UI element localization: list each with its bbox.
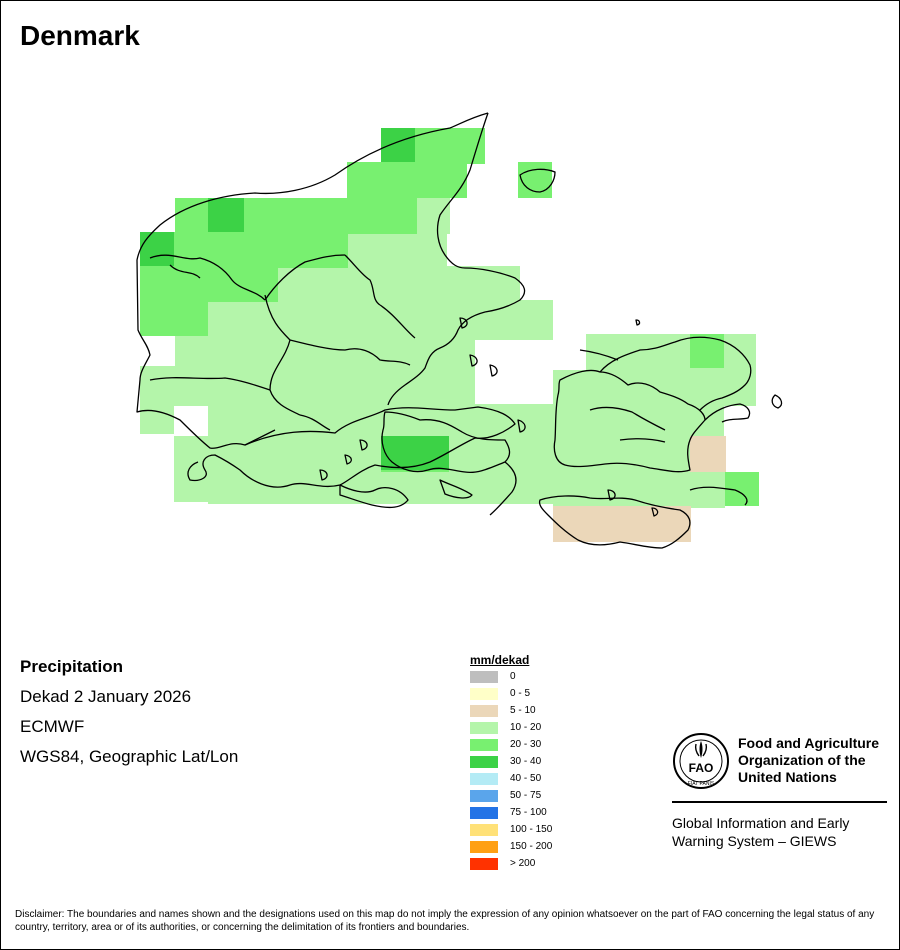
legend-label: 10 - 20 — [510, 722, 542, 733]
fao-name — [738, 735, 879, 786]
legend-item — [470, 789, 590, 803]
fao-logo-text: FAO — [688, 761, 714, 775]
legend-swatch — [470, 671, 498, 683]
legend-item — [470, 840, 590, 854]
legend-label: 20 - 30 — [510, 739, 542, 750]
legend-label: 40 - 50 — [510, 773, 542, 784]
legend-title: mm/dekad — [470, 653, 530, 667]
giews-name — [672, 814, 849, 850]
branding-divider — [672, 801, 887, 803]
legend-label: 0 - 5 — [510, 688, 531, 699]
fao-name-line2: Organization of the — [738, 752, 866, 768]
legend-item — [470, 806, 590, 820]
legend-swatch — [470, 807, 498, 819]
legend-item — [470, 670, 590, 684]
giews-line1: Global Information and Early — [672, 815, 850, 831]
legend-swatch — [470, 773, 498, 785]
legend-label: 5 - 10 — [510, 705, 536, 716]
legend-label: > 200 — [510, 858, 536, 869]
legend-swatch — [470, 705, 498, 717]
legend-label: 50 - 75 — [510, 790, 542, 801]
legend-label: 30 - 40 — [510, 756, 542, 767]
legend-swatch — [470, 756, 498, 768]
legend-swatch — [470, 739, 498, 751]
legend-swatch — [470, 688, 498, 700]
legend-item — [470, 704, 590, 718]
fao-name-line1: Food and Agriculture — [738, 735, 880, 751]
source-label: ECMWF — [20, 717, 85, 736]
giews-line2: Warning System – GIEWS — [672, 833, 837, 849]
legend-label: 150 - 200 — [510, 841, 553, 852]
map-title: Denmark — [20, 20, 140, 51]
legend-item — [470, 823, 590, 837]
legend-swatch — [470, 722, 498, 734]
variable-label: Precipitation — [20, 657, 123, 676]
fao-name-line3: United Nations — [738, 769, 837, 785]
legend-swatch — [470, 858, 498, 870]
legend-item — [470, 772, 590, 786]
fao-logo — [672, 732, 730, 790]
legend-label: 100 - 150 — [510, 824, 553, 835]
disclaimer: Disclaimer: The boundaries and names shown and the designations used on this map do not imply the expression of any opinion whatsoever on the part of FAO concerning the legal status of any country, territory, area or of its authorities, or concerning the delimitation of its frontiers and boundaries. — [15, 909, 875, 933]
legend-swatch — [470, 824, 498, 836]
legend-swatch — [470, 790, 498, 802]
legend-swatch — [470, 841, 498, 853]
fao-logo-motto: FIAT PANIS — [687, 781, 715, 787]
legend-item — [470, 738, 590, 752]
period-label: Dekad 2 January 2026 — [20, 687, 192, 706]
legend-item — [470, 721, 590, 735]
legend-label: 75 - 100 — [510, 807, 547, 818]
legend-item — [470, 755, 590, 769]
legend-item — [470, 687, 590, 701]
legend-item — [470, 857, 590, 871]
legend-label: 0 — [510, 671, 516, 682]
projection-label: WGS84, Geographic Lat/Lon — [20, 747, 239, 766]
